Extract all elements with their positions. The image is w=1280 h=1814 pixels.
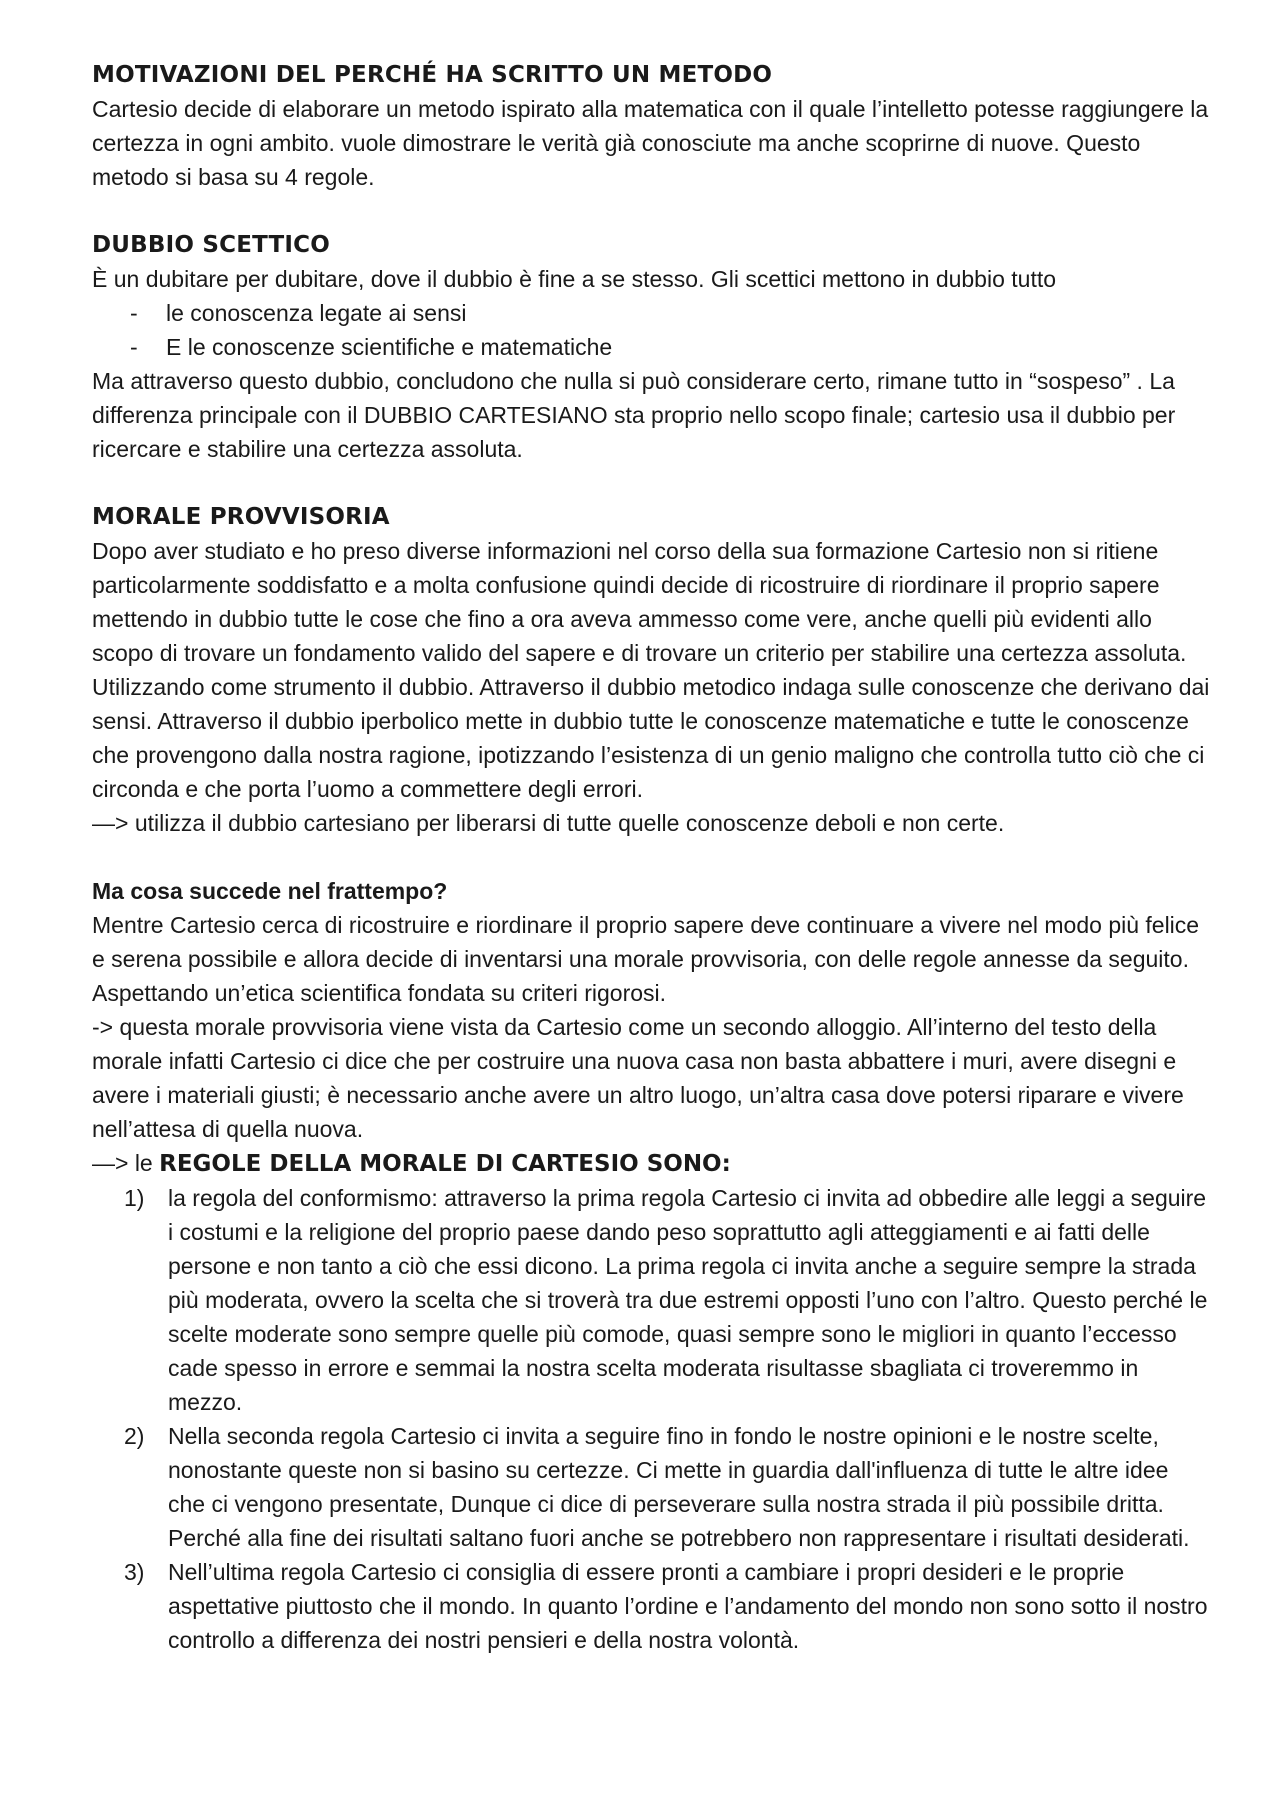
rules-list — [92, 1181, 1210, 1657]
rule-text: Nella seconda regola Cartesio ci invita a seguire fino in fondo le nostre opinioni e le nostre scelte, nonostante queste non si basino su certezze. Ci mette in guardia dall'influenza di tutte le altre idee che ci vengono presentate, Dunque ci dice di perseverare sulla nostra strada il più possibile dritta. Perché alla fine dei risultati saltano fuori anche se potrebbero non rappresentare i risultati desiderati. — [168, 1423, 1190, 1551]
dash-bullet: - — [130, 300, 138, 326]
rule-number: 3) — [124, 1559, 145, 1585]
spacer — [92, 194, 1210, 228]
section-body-frattempo: Mentre Cartesio cerca di ricostruire e riordinare il proprio sapere deve continuare a vivere nel modo più felice e serena possibile e allora decide di inventarsi una morale provvisoria, con delle regole annesse da seguito. Aspettando un’etica scientifica fondata su criteri rigorosi. — [92, 912, 1200, 1006]
list-item-text: le conoscenza legate ai sensi — [166, 300, 467, 326]
rule-number: 2) — [124, 1423, 145, 1449]
rules-heading-line — [92, 1146, 1210, 1181]
section-body-morale: Dopo aver studiato e ho preso diverse informazioni nel corso della sua formazione Cartesio non si ritiene particolarmente soddisfatto e a molta confusione quindi decide di ricostruire di riordinare il proprio sapere mettendo in dubbio tutte le cose che fino a ora aveva ammesso come vere, anche quelli più evidenti allo scopo di trovare un fondamento valido del sapere e di trovare un criterio per stabilire una certezza assoluta. Utilizzando come strumento il dubbio. Attraverso il dubbio metodico indaga sulle conoscenze che derivano dai sensi. Attraverso il dubbio iperbolico mette in dubbio tutte le conoscenze matematiche e tutte le conoscenze che provengono dalla nostra ragione, ipotizzando l’esistenza di un genio maligno che controlla tutto ciò che ci circonda e che porta l’uomo a commettere degli errori. — [92, 538, 1210, 802]
dubbio-list — [92, 296, 1210, 364]
section-title-metodo: MOTIVAZIONI DEL PERCHÉ HA SCRITTO UN METODO — [92, 62, 773, 88]
section-conclusion-dubbio: Ma attraverso questo dubbio, concludono che nulla si può considerare certo, rimane tutto in “sospeso” . La differenza principale con il DUBBIO CARTESIANO sta proprio nello scopo finale; cartesio usa il dubbio per ricercare e stabilire una certezza assoluta. — [92, 368, 1176, 462]
rule-text: la regola del conformismo: attraverso la prima regola Cartesio ci invita ad obbedire alle leggi a seguire i costumi e la religione del proprio paese dando peso soprattutto agli atteggiamenti e ai fatti delle persone e non tanto a ciò che essi dicono. La prima regola ci invita anche a seguire sempre la strada più moderata, ovvero la scelta che si troverà tra due estremi opposti l’uno con l’altro. Questo perché le scelte moderate sono sempre quelle più comode, quasi sempre sono le migliori in quanto l’eccesso cade spesso in errore e semmai la nostra scelta moderata risultasse sbagliata ci troveremmo in mezzo. — [168, 1185, 1208, 1415]
rule-number: 1) — [124, 1185, 145, 1211]
spacer — [92, 840, 1210, 874]
list-item-text: E le conoscenze scientifiche e matematiche — [166, 334, 613, 360]
section-title-morale: MORALE PROVVISORIA — [92, 504, 390, 530]
rules-title: REGOLE DELLA MORALE DI CARTESIO SONO: — [159, 1151, 731, 1177]
section-intro-dubbio: È un dubitare per dubitare, dove il dubbio è fine a se stesso. Gli scettici mettono in dubbio tutto — [92, 266, 1057, 292]
rule-item — [124, 1181, 1210, 1419]
rule-text: Nell’ultima regola Cartesio ci consiglia di essere pronti a cambiare i propri desideri e le proprie aspettative piuttosto che il mondo. In quanto l’ordine e l’andamento del mondo non sono sotto il nostro controllo a differenza dei nostri pensieri e della nostra volontà. — [168, 1559, 1208, 1653]
rules-prefix: —> le — [92, 1150, 160, 1176]
section-title-frattempo: Ma cosa succede nel frattempo? — [92, 878, 448, 904]
section-body-metodo: Cartesio decide di elaborare un metodo ispirato alla matematica con il quale l’intelletto potesse raggiungere la certezza in ogni ambito. vuole dimostrare le verità già conosciute ma anche scoprirne di nuove. Questo metodo si basa su 4 regole. — [92, 96, 1209, 190]
rule-item — [124, 1419, 1210, 1555]
list-item — [130, 330, 1210, 364]
spacer — [92, 466, 1210, 500]
dash-bullet: - — [130, 334, 138, 360]
rule-item — [124, 1555, 1210, 1657]
section-alloggio-frattempo: -> questa morale provvisoria viene vista da Cartesio come un secondo alloggio. All’interno del testo della morale infatti Cartesio ci dice che per costruire una nuova casa non basta abbattere i muri, avere disegni e avere i materiali giusti; è necessario anche avere un altro luogo, un’altra casa dove potersi riparare e vivere nell’attesa di quella nuova. — [92, 1014, 1184, 1142]
section-title-dubbio: DUBBIO SCETTICO — [92, 232, 330, 258]
section-arrow-note-morale: —> utilizza il dubbio cartesiano per liberarsi di tutte quelle conoscenze deboli e non certe. — [92, 810, 1005, 836]
list-item — [130, 296, 1210, 330]
